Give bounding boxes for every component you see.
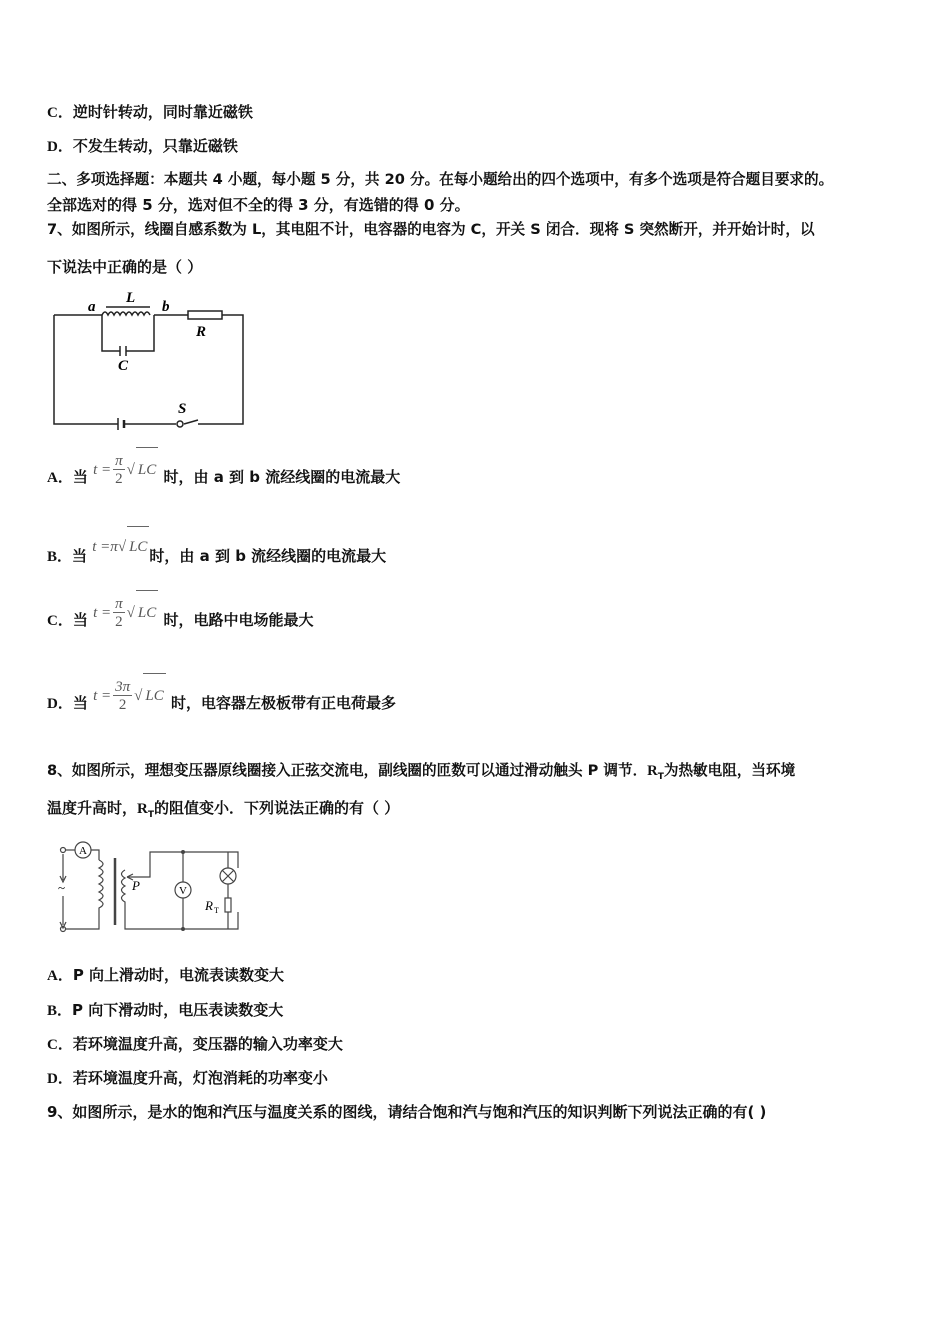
svg-text:S: S (178, 401, 187, 417)
q7-stem-line1: 7、如图所示，线圈自感系数为 L，其电阻不计，电容器的电容为 C，开关 S 闭合．现将 S 突然断开，并开始计时，以 (47, 221, 815, 238)
formula: t = $\frac{\pi}{2}$ √ LC (93, 447, 158, 492)
svg-text:T: T (214, 906, 219, 915)
q6-option-d: D．不发生转动，只靠近磁铁 (47, 137, 238, 155)
formula: t = $\frac{\pi}{2}$ √ LC (93, 590, 158, 635)
q8-option-b: B．P 向下滑动时，电压表读数变大 (47, 1001, 284, 1019)
q8-transformer-circuit-diagram (55, 840, 255, 935)
q7-option-d: D．当 t = $\frac{3\pi}{2}$ √ LC 时，电容器左极板带有正电荷最多 (47, 681, 396, 726)
q7-option-c: C．当 t = $\frac{\pi}{2}$ √ LC 时，电路中电场能最大 (47, 598, 314, 643)
q9-stem: 9、如图所示，是水的饱和汽压与温度关系的图线，请结合饱和汽与饱和汽压的知识判断下列说法正确的有( ) (47, 1103, 767, 1121)
svg-text:b: b (162, 299, 170, 315)
svg-text:C: C (118, 358, 129, 374)
svg-text:L: L (126, 290, 136, 306)
q7-stem-line2: 下说法中正确的是（ ） (47, 258, 203, 276)
svg-text:P: P (132, 878, 140, 893)
svg-text:~: ~ (58, 880, 66, 895)
q8-option-a: A．P 向上滑动时，电流表读数变大 (47, 966, 285, 984)
q8-stem-line2: 温度升高时，$R_T$的阻值变小．下列说法正确的有（ ） (47, 799, 400, 820)
formula: t =π√ LC (92, 526, 149, 567)
section2-scoring: 全部选对的得 5 分，选对但不全的得 3 分，有选错的得 0 分。 (47, 196, 470, 214)
svg-text:a: a (88, 299, 96, 315)
q7-option-a: A．当 t = $\frac{\pi}{2}$ √ LC 时，由 a 到 b 流经线圈的电流最大 (47, 455, 400, 500)
svg-text:R: R (196, 324, 207, 340)
q8-stem-line1: 8、如图所示，理想变压器原线圈接入正弦交流电，副线圈的匝数可以通过滑动触头 P 调节．$R_T$为热敏电阻，当环境 (47, 762, 796, 782)
q8-option-d: D．若环境温度升高，灯泡消耗的功率变小 (47, 1069, 328, 1087)
q7-lc-circuit-diagram (50, 285, 250, 430)
q8-option-c: C．若环境温度升高，变压器的输入功率变大 (47, 1035, 343, 1053)
q6-option-c: C．逆时针转动，同时靠近磁铁 (47, 103, 253, 121)
svg-text:R: R (205, 898, 213, 913)
q7-option-b: B．当 t =π√ LC 时，由 a 到 b 流经线圈的电流最大 (47, 536, 386, 577)
section2-instructions: 二、多项选择题：本题共 4 小题，每小题 5 分，共 20 分。在每小题给出的四个选项中，有多个选项是符合题目要求的。 (47, 171, 834, 188)
formula: t = $\frac{3\pi}{2}$ √ LC (93, 673, 166, 718)
svg-text:A: A (79, 845, 87, 857)
svg-text:V: V (179, 885, 187, 897)
